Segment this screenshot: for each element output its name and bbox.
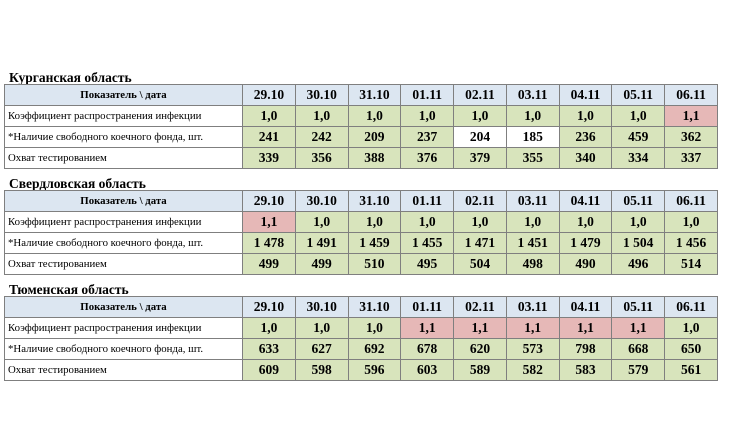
- value-cell: 1 451: [506, 233, 559, 254]
- value-cell: 596: [348, 360, 401, 381]
- value-cell-highlighted: 1,1: [506, 318, 559, 339]
- value-cell: 1,0: [243, 318, 296, 339]
- value-cell: 620: [454, 339, 507, 360]
- table-row: [5, 360, 718, 381]
- value-cell: 209: [348, 127, 401, 148]
- value-cell: 340: [559, 148, 612, 169]
- value-cell: 1,0: [559, 212, 612, 233]
- value-cell: 499: [295, 254, 348, 275]
- value-cell: 459: [612, 127, 665, 148]
- value-cell: 1,0: [295, 106, 348, 127]
- table-row: [5, 148, 718, 169]
- value-cell: 355: [506, 148, 559, 169]
- date-header: 04.11: [559, 297, 612, 318]
- value-cell: 499: [243, 254, 296, 275]
- value-cell: 237: [401, 127, 454, 148]
- value-cell: 356: [295, 148, 348, 169]
- date-header: 06.11: [665, 85, 718, 106]
- value-cell: 1 459: [348, 233, 401, 254]
- date-header: 05.11: [612, 297, 665, 318]
- value-cell-highlighted: 1,1: [559, 318, 612, 339]
- table-row: [5, 106, 718, 127]
- date-header: 30.10: [295, 191, 348, 212]
- row-label-testing-coverage: Охват тестированием: [5, 148, 243, 169]
- date-header: 01.11: [401, 191, 454, 212]
- date-header: 29.10: [243, 297, 296, 318]
- table-sverdlovsk: [4, 190, 718, 275]
- value-cell: 1,0: [348, 212, 401, 233]
- date-header: 05.11: [612, 85, 665, 106]
- date-header: 31.10: [348, 85, 401, 106]
- value-cell: 1 504: [612, 233, 665, 254]
- value-cell: 627: [295, 339, 348, 360]
- value-cell: 1 471: [454, 233, 507, 254]
- value-cell: 337: [665, 148, 718, 169]
- value-cell: 1,0: [243, 106, 296, 127]
- table-row: [5, 339, 718, 360]
- value-cell: 798: [559, 339, 612, 360]
- value-cell: 241: [243, 127, 296, 148]
- date-header: 03.11: [506, 297, 559, 318]
- value-cell: 1,0: [401, 106, 454, 127]
- row-label-testing-coverage: Охват тестированием: [5, 254, 243, 275]
- value-cell: 496: [612, 254, 665, 275]
- table-row: [5, 318, 718, 339]
- row-label-infection-rate: Коэффициент распространения инфекции: [5, 318, 243, 339]
- table-row: [5, 233, 718, 254]
- header-label: Показатель \ дата: [5, 191, 243, 212]
- value-cell: 573: [506, 339, 559, 360]
- date-header: 06.11: [665, 191, 718, 212]
- value-cell: 1,0: [348, 106, 401, 127]
- row-label-testing-coverage: Охват тестированием: [5, 360, 243, 381]
- value-cell: 1,0: [454, 106, 507, 127]
- value-cell: 692: [348, 339, 401, 360]
- date-header: 02.11: [454, 297, 507, 318]
- value-cell: 1,0: [295, 318, 348, 339]
- value-cell: 1 491: [295, 233, 348, 254]
- row-label-infection-rate: Коэффициент распространения инфекции: [5, 212, 243, 233]
- value-cell: 242: [295, 127, 348, 148]
- value-cell: 376: [401, 148, 454, 169]
- value-cell-unshaded: 185: [506, 127, 559, 148]
- value-cell: 1 455: [401, 233, 454, 254]
- date-header: 31.10: [348, 191, 401, 212]
- value-cell: 1,0: [506, 212, 559, 233]
- table-header-row: [5, 191, 718, 212]
- table-row: [5, 212, 718, 233]
- value-cell: 504: [454, 254, 507, 275]
- date-header: 30.10: [295, 85, 348, 106]
- value-cell: 362: [665, 127, 718, 148]
- value-cell: 1,0: [559, 106, 612, 127]
- value-cell: 650: [665, 339, 718, 360]
- value-cell: 1,0: [454, 212, 507, 233]
- value-cell: 1,0: [612, 212, 665, 233]
- region-title-tyumen: Тюменская область: [9, 282, 129, 297]
- date-header: 04.11: [559, 85, 612, 106]
- date-header: 05.11: [612, 191, 665, 212]
- value-cell: 1,0: [401, 212, 454, 233]
- value-cell: 388: [348, 148, 401, 169]
- value-cell: 678: [401, 339, 454, 360]
- value-cell: 561: [665, 360, 718, 381]
- value-cell: 498: [506, 254, 559, 275]
- header-label: Показатель \ дата: [5, 85, 243, 106]
- value-cell-highlighted: 1,1: [665, 106, 718, 127]
- value-cell: 1,0: [665, 212, 718, 233]
- date-header: 01.11: [401, 85, 454, 106]
- value-cell: 589: [454, 360, 507, 381]
- value-cell-highlighted: 1,1: [454, 318, 507, 339]
- value-cell-highlighted: 1,1: [612, 318, 665, 339]
- value-cell: 339: [243, 148, 296, 169]
- value-cell: 1,0: [665, 318, 718, 339]
- value-cell: 582: [506, 360, 559, 381]
- table-kurgan: [4, 84, 718, 169]
- value-cell: 609: [243, 360, 296, 381]
- value-cell: 379: [454, 148, 507, 169]
- date-header: 30.10: [295, 297, 348, 318]
- value-cell: 1,0: [348, 318, 401, 339]
- date-header: 01.11: [401, 297, 454, 318]
- table-row: [5, 127, 718, 148]
- date-header: 29.10: [243, 85, 296, 106]
- date-header: 03.11: [506, 191, 559, 212]
- date-header: 06.11: [665, 297, 718, 318]
- value-cell: 1 478: [243, 233, 296, 254]
- region-title-kurgan: Курганская область: [9, 70, 132, 85]
- table-row: [5, 254, 718, 275]
- value-cell: 633: [243, 339, 296, 360]
- value-cell-unshaded: 204: [454, 127, 507, 148]
- date-header: 29.10: [243, 191, 296, 212]
- value-cell: 334: [612, 148, 665, 169]
- value-cell: 510: [348, 254, 401, 275]
- row-label-free-beds: *Наличие свободного коечного фонда, шт.: [5, 339, 243, 360]
- value-cell: 514: [665, 254, 718, 275]
- value-cell: 1,0: [295, 212, 348, 233]
- table-tyumen: [4, 296, 718, 381]
- value-cell: 1 479: [559, 233, 612, 254]
- value-cell-highlighted: 1,1: [401, 318, 454, 339]
- value-cell: 1,0: [506, 106, 559, 127]
- value-cell: 1,0: [612, 106, 665, 127]
- value-cell: 236: [559, 127, 612, 148]
- value-cell: 495: [401, 254, 454, 275]
- value-cell: 583: [559, 360, 612, 381]
- date-header: 02.11: [454, 85, 507, 106]
- value-cell: 598: [295, 360, 348, 381]
- date-header: 03.11: [506, 85, 559, 106]
- value-cell-highlighted: 1,1: [243, 212, 296, 233]
- region-title-sverdlovsk: Свердловская область: [9, 176, 146, 191]
- value-cell: 603: [401, 360, 454, 381]
- value-cell: 668: [612, 339, 665, 360]
- date-header: 02.11: [454, 191, 507, 212]
- table-header-row: [5, 85, 718, 106]
- table-header-row: [5, 297, 718, 318]
- value-cell: 1 456: [665, 233, 718, 254]
- header-label: Показатель \ дата: [5, 297, 243, 318]
- value-cell: 490: [559, 254, 612, 275]
- row-label-free-beds: *Наличие свободного коечного фонда, шт.: [5, 233, 243, 254]
- row-label-infection-rate: Коэффициент распространения инфекции: [5, 106, 243, 127]
- row-label-free-beds: *Наличие свободного коечного фонда, шт.: [5, 127, 243, 148]
- value-cell: 579: [612, 360, 665, 381]
- date-header: 04.11: [559, 191, 612, 212]
- date-header: 31.10: [348, 297, 401, 318]
